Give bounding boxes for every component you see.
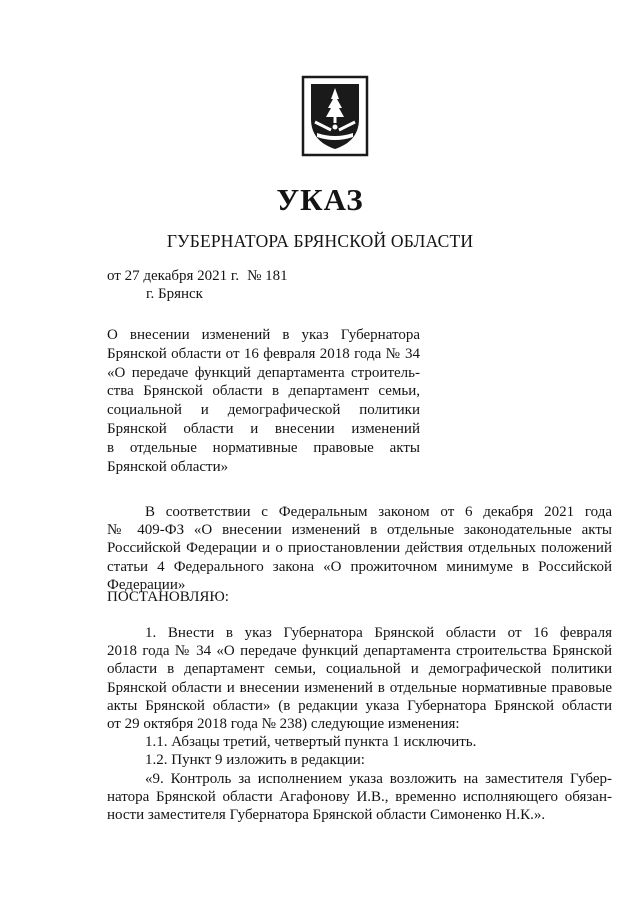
item-line: «9. Контроль за исполнением указа возложить на заместителя Губер-: [145, 770, 612, 787]
bryansk-coat-of-arms-icon: [301, 75, 369, 157]
item-line: от 29 октября 2018 года № 238) следующие изменения:: [107, 715, 460, 732]
document-title: УКАЗ: [276, 182, 364, 217]
item-line: 1. Внести в указ Губернатора Брянской области от 16 февраля: [145, 625, 612, 641]
decree-date: от 27 декабря 2021 г.: [107, 268, 240, 284]
decree-number: № 181: [247, 268, 288, 284]
subject-line: Брянской области и внесении изменений: [107, 420, 420, 437]
subject-line: в отдельные нормативные правовые акты: [107, 439, 420, 456]
preamble-paragraph: [107, 503, 612, 594]
item-line: 1.2. Пункт 9 изложить в редакции:: [145, 752, 365, 769]
decree-date-number: [107, 267, 288, 285]
item-line: акты Брянской области» (в редакции указа Губернатора Брянской области: [107, 697, 612, 714]
document-subtitle: ГУБЕРНАТОРА БРЯНСКОЙ ОБЛАСТИ: [166, 231, 474, 251]
subject-line: «О передаче функций департамента строитель-: [107, 364, 420, 381]
item-line: области в департамент семьи, социальной и демографической политики: [107, 661, 612, 678]
decree-items: [107, 624, 612, 824]
item-line: натора Брянской области Агафонову И.В., временно исполняющего обязан-: [107, 788, 612, 805]
item-line: ности заместителя Губернатора Брянской области Симоненко Н.К.».: [107, 806, 546, 823]
subject-line: ства Брянской области в департамент семьи,: [107, 383, 420, 400]
item-line: Брянской области и внесении изменений в отдельные нормативные правовые: [107, 679, 612, 696]
subject-line: Брянской области»: [107, 458, 229, 475]
preamble-line: Федерации»: [107, 576, 186, 593]
preamble-line: статьи 4 Федерального закона «О прожиточном минимуме в Российской: [107, 558, 612, 575]
preamble-line: № 409-ФЗ «О внесении изменений в отдельные законодательные акты: [107, 522, 612, 539]
subject-line: социальной и демографической политики: [107, 402, 420, 419]
decree-word: ПОСТАНОВЛЯЮ:: [107, 589, 229, 605]
decree-city: г. Брянск: [146, 286, 203, 302]
preamble-line: Российской Федерации и о приостановлении действия отдельных положений: [107, 540, 612, 557]
item-line: 1.1. Абзацы третий, четвертый пункта 1 исключить.: [145, 734, 477, 751]
preamble-line: В соответствии с Федеральным законом от 6 декабря 2021 года: [145, 504, 612, 520]
decree-subject: [107, 326, 420, 476]
item-line: 2018 года № 34 «О передаче функций департамента строительства Брянской: [107, 643, 612, 660]
subject-line: Брянской области от 16 февраля 2018 года № 34: [107, 345, 420, 362]
subject-line: О внесении изменений в указ Губернатора: [107, 327, 420, 343]
